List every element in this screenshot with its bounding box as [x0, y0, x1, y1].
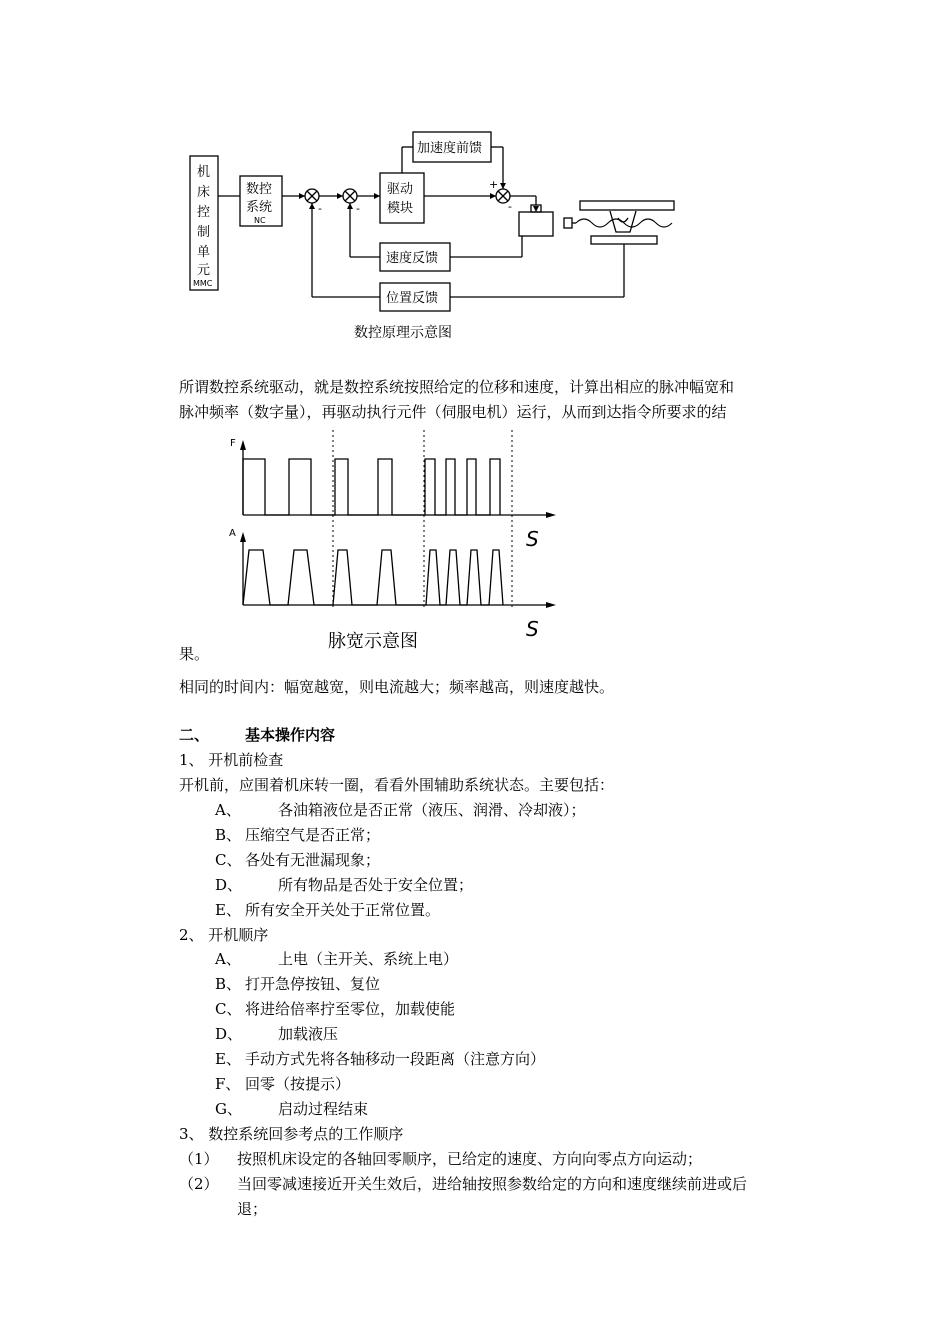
sub3-item-2-continuation: 退；	[237, 1200, 268, 1218]
mmc-char-3: 控	[197, 205, 211, 220]
sub2-item-d-label: D、	[215, 1025, 243, 1043]
nc-sub: NC	[254, 216, 266, 225]
sub2-item-e-label: E、	[215, 1050, 241, 1068]
summing-junction-2	[343, 189, 357, 203]
nc-line1: 数控	[246, 182, 273, 197]
s-axis-label-1: S	[526, 527, 539, 551]
sub1-item-b-text: 压缩空气是否正常；	[245, 826, 381, 844]
minus-sign-1: -	[318, 202, 322, 215]
section-title: 基本操作内容	[245, 726, 336, 744]
sub2-item-g-text: 启动过程结束	[278, 1100, 369, 1118]
mmc-char-1: 机	[197, 165, 211, 180]
para1-line1: 所谓数控系统驱动，就是数控系统按照给定的位移和速度，计算出相应的脉冲幅宽和	[179, 378, 735, 396]
sub1-item-c-text: 各处有无泄漏现象；	[245, 851, 381, 869]
pulse-width-diagram	[0, 425, 950, 655]
sub2-item-g-label: G、	[215, 1100, 242, 1118]
sub1-item-e-label: E、	[215, 901, 241, 919]
speed-fb-label: 速度反馈	[386, 251, 439, 266]
nc-line2: 系统	[246, 200, 273, 215]
mmc-sub: MMC	[193, 279, 213, 288]
sub3-item-1-text: 按照机床设定的各轴回零顺序，已给定的速度、方向向零点方向运动；	[237, 1150, 703, 1168]
mmc-char-2: 床	[197, 185, 211, 200]
sub3-heading: 3、 数控系统回参考点的工作顺序	[179, 1125, 404, 1143]
f-axis-label: F	[230, 438, 236, 449]
sub3-item-1-label: （1）	[179, 1150, 219, 1168]
para2: 相同的时间内：幅宽越宽，则电流越大；频率越高，则速度越快。	[179, 678, 615, 696]
f-pulse-train	[243, 459, 500, 515]
s-axis-label-2: S	[526, 617, 539, 641]
plus-sign: +	[489, 178, 499, 191]
diagram-caption: 数控原理示意图	[354, 325, 452, 341]
mmc-char-6: 元	[197, 263, 211, 278]
sub3-item-2-label: （2）	[179, 1175, 219, 1193]
sub1-item-d-label: D、	[215, 876, 243, 894]
sub2-item-e-text: 手动方式先将各轴移动一段距离（注意方向）	[245, 1050, 546, 1068]
section-number: 二、	[179, 726, 210, 744]
mmc-char-4: 制	[197, 225, 211, 240]
sub1-item-c-label: C、	[215, 851, 242, 869]
sub2-item-d-text: 加载液压	[278, 1025, 339, 1043]
drive-line2: 模块	[387, 201, 414, 216]
sub1-item-a-label: A、	[215, 801, 241, 819]
a-pulse-train	[243, 550, 503, 605]
sub1-item-e-text: 所有安全开关处于正常位置。	[245, 901, 441, 919]
sub3-item-2-text: 当回零减速接近开关生效后，进给轴按照参数给定的方向和速度继续前进或后	[237, 1175, 748, 1193]
accel-ff-label: 加速度前馈	[417, 141, 483, 156]
sub2-item-f-label: F、	[215, 1075, 241, 1093]
motor-body	[519, 212, 553, 236]
mmc-char-5: 单	[197, 245, 211, 260]
summing-junction-1	[305, 189, 319, 203]
sub2-item-c-text: 将进给倍率拧至零位，加载使能	[245, 1000, 456, 1018]
sub1-heading: 1、 开机前检查	[179, 751, 284, 769]
sub2-item-b-text: 打开急停按钮、复位	[245, 975, 381, 993]
drive-line1: 驱动	[387, 182, 414, 197]
sub2-item-c-label: C、	[215, 1000, 242, 1018]
sub2-heading: 2、 开机顺序	[179, 926, 269, 944]
pulse-caption: 脉宽示意图	[328, 631, 418, 652]
position-fb-label: 位置反馈	[386, 291, 439, 306]
para1-line3: 果。	[179, 645, 210, 663]
sub2-item-a-text: 上电（主开关、系统上电）	[278, 950, 459, 968]
cnc-principle-diagram	[0, 0, 950, 360]
a-axis-label: A	[229, 528, 236, 539]
para1-line2: 脉冲频率（数字量），再驱动执行元件（伺服电机）运行，从而到达指令所要求的结	[179, 403, 727, 421]
sub1-item-d-text: 所有物品是否处于安全位置；	[278, 876, 474, 894]
sub1-item-a-text: 各油箱液位是否正常（液压、润滑、冷却液）；	[278, 801, 586, 819]
sub2-item-b-label: B、	[215, 975, 242, 993]
sub2-item-f-text: 回零（按提示）	[245, 1075, 351, 1093]
sub1-intro: 开机前，应围着机床转一圈，看看外围辅助系统状态。主要包括：	[179, 776, 615, 794]
sub1-item-b-label: B、	[215, 826, 242, 844]
minus-sign-3: -	[508, 200, 512, 213]
minus-sign-2: -	[356, 202, 360, 215]
sub2-item-a-label: A、	[215, 950, 241, 968]
